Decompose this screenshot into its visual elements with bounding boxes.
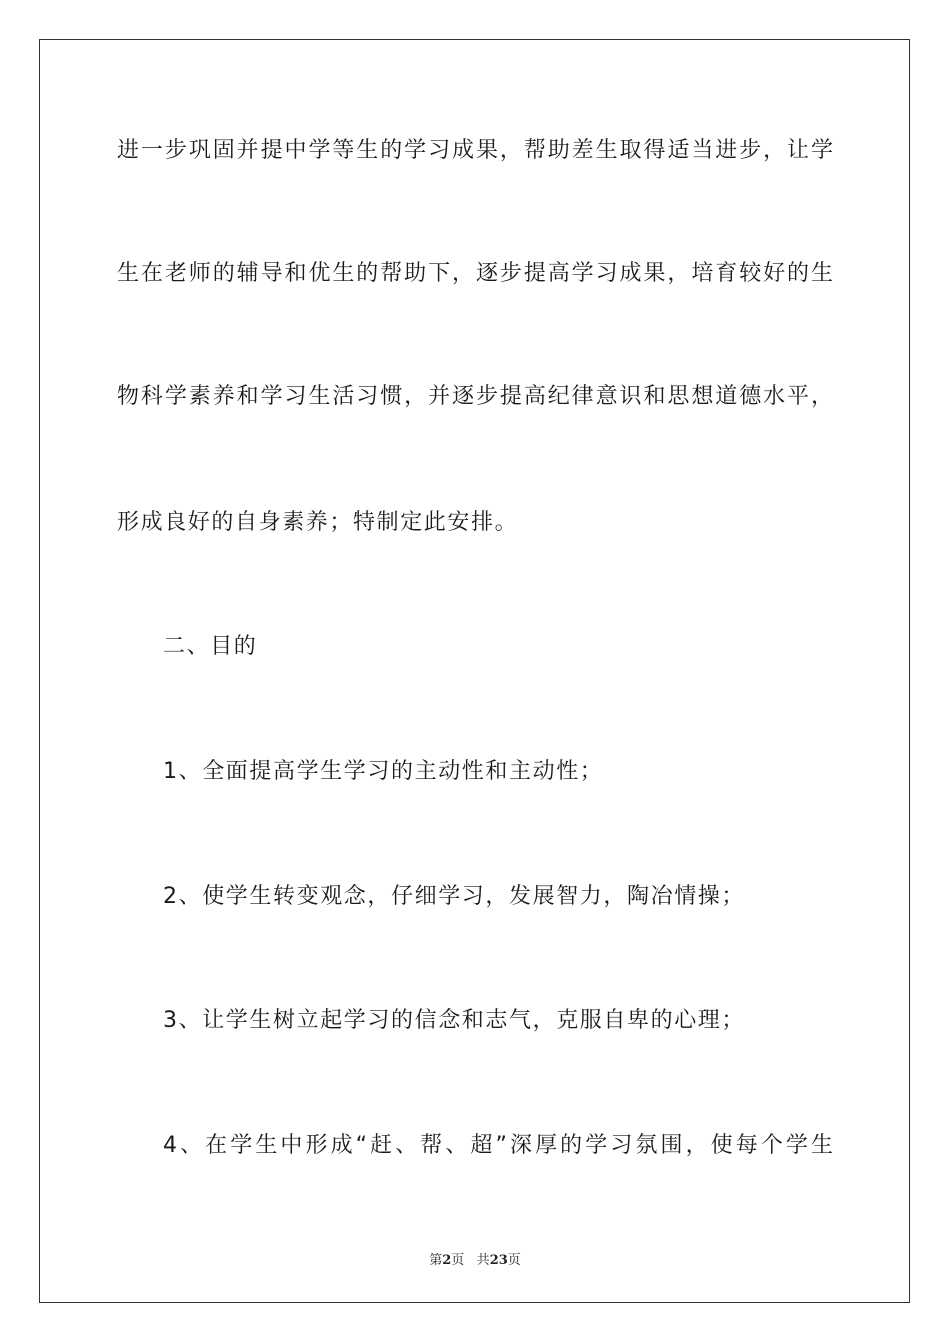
list-item: 3、让学生树立起学习的信念和志气，克服自卑的心理； xyxy=(163,1008,745,1033)
paragraph-line: 物科学素养和学习生活习惯，并逐步提高纪律意识和思想道德水平， xyxy=(117,384,833,409)
page-number: 2 xyxy=(442,1253,452,1268)
page-prefix: 第 xyxy=(429,1253,443,1268)
total-pages: 23 xyxy=(489,1253,508,1268)
total-suffix: 页 xyxy=(507,1253,521,1268)
paragraph-line: 进一步巩固并提中学等生的学习成果，帮助差生取得适当进步，让学 xyxy=(117,138,833,163)
page-footer xyxy=(0,1249,950,1268)
section-heading: 二、目的 xyxy=(163,634,258,659)
list-item: 2、使学生转变观念，仔细学习，发展智力，陶冶情操； xyxy=(163,884,745,909)
list-item: 1、全面提高学生学习的主动性和主动性； xyxy=(163,759,604,784)
paragraph-line: 生在老师的辅导和优生的帮助下，逐步提高学习成果，培育较好的生 xyxy=(117,261,833,286)
list-item: 4、在学生中形成“赶、帮、超”深厚的学习氛围，使每个学生 xyxy=(163,1133,833,1158)
page-suffix: 页 xyxy=(451,1253,465,1268)
page-border xyxy=(39,39,910,1303)
paragraph-line: 形成良好的自身素养；特制定此安排。 xyxy=(117,510,519,535)
total-prefix: 共 xyxy=(476,1253,490,1268)
